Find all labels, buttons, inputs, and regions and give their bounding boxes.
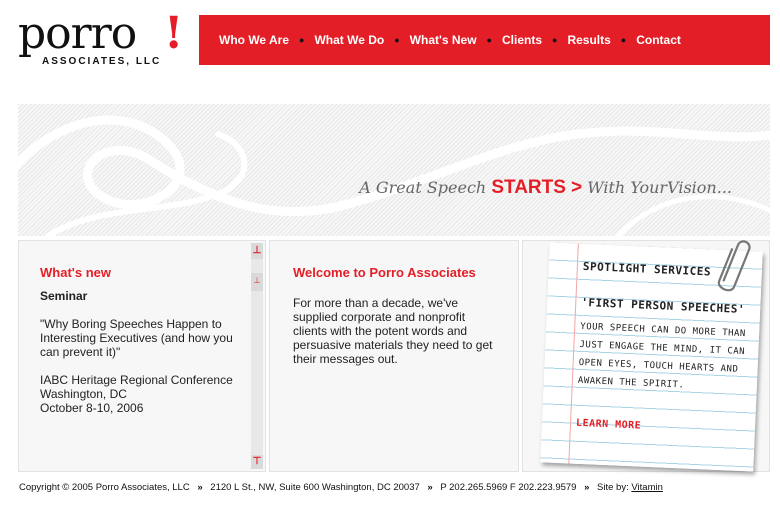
nav-whats-new[interactable]: What's New bbox=[409, 33, 477, 47]
site-footer bbox=[19, 482, 663, 493]
footer-separator: » bbox=[197, 482, 203, 493]
footer-site-by-label: Site by: bbox=[597, 482, 629, 493]
learn-more-link[interactable]: LEARN MORE bbox=[575, 417, 642, 432]
news-dates: October 8-10, 2006 bbox=[40, 401, 144, 415]
notepad-margin-line bbox=[568, 244, 579, 464]
news-event: IABC Heritage Regional Conference bbox=[40, 373, 233, 387]
whats-new-panel bbox=[18, 240, 266, 472]
tagline-arrow-icon: > bbox=[571, 177, 583, 198]
logo-subtitle: ASSOCIATES, LLC bbox=[42, 56, 162, 67]
news-quote: "Why Boring Speeches Happen to Interesting Executives (and how you can prevent it)" bbox=[40, 317, 233, 359]
scroll-thumb[interactable]: ⊥ bbox=[251, 273, 263, 291]
nav-bullet-icon: ● bbox=[299, 35, 305, 45]
footer-vitamin-link[interactable]: Vitamin bbox=[631, 482, 663, 493]
welcome-body: For more than a decade, we've supplied corporate and nonprofit clients with the potent words and persuasive materials they need to get their messages out. bbox=[293, 296, 493, 366]
footer-address: 2120 L St., NW, Suite 600 Washington, DC 20037 bbox=[210, 482, 420, 493]
footer-copyright: Copyright © 2005 Porro Associates, LLC bbox=[19, 482, 190, 493]
spotlight-line-4: AWAKEN THE SPIRIT. bbox=[577, 375, 685, 391]
nav-results[interactable]: Results bbox=[567, 33, 611, 47]
whats-new-title: What's new bbox=[40, 265, 111, 280]
welcome-panel bbox=[269, 240, 519, 472]
spotlight-line-3: OPEN EYES, TOUCH HEARTS AND bbox=[578, 357, 739, 375]
porro-logo[interactable] bbox=[18, 8, 188, 68]
logo-exclamation-mark: ! bbox=[164, 8, 184, 59]
tagline-post: With YourVision... bbox=[587, 178, 732, 197]
nav-bullet-icon: ● bbox=[486, 35, 492, 45]
footer-separator: » bbox=[427, 482, 433, 493]
nav-bullet-icon: ● bbox=[394, 35, 400, 45]
spotlight-line-1: YOUR SPEECH CAN DO MORE THAN bbox=[580, 321, 747, 340]
nav-what-we-do[interactable]: What We Do bbox=[314, 33, 385, 47]
scroll-down-icon[interactable]: ⊤ bbox=[252, 456, 262, 467]
nav-bullet-icon: ● bbox=[552, 35, 558, 45]
whats-new-content bbox=[40, 289, 250, 415]
nav-who-we-are[interactable]: Who We Are bbox=[219, 33, 290, 47]
tagline-pre: A Great Speech bbox=[359, 178, 487, 197]
banner-tagline bbox=[359, 177, 732, 199]
footer-separator: » bbox=[584, 482, 590, 493]
news-label: Seminar bbox=[40, 289, 88, 303]
nav-bullet-icon: ● bbox=[620, 35, 627, 45]
swirl-ornament bbox=[18, 104, 770, 236]
spotlight-title: SPOTLIGHT SERVICES bbox=[582, 259, 712, 279]
hero-banner bbox=[18, 104, 770, 236]
logo-wordmark: porro bbox=[18, 8, 137, 59]
nav-contact[interactable]: Contact bbox=[636, 33, 681, 47]
footer-phone: P 202.265.5969 F 202.223.9579 bbox=[440, 482, 577, 493]
news-location: Washington, DC bbox=[40, 387, 127, 401]
main-nav bbox=[199, 15, 770, 65]
news-event-details bbox=[40, 373, 250, 415]
nav-clients[interactable]: Clients bbox=[501, 33, 542, 47]
welcome-title: Welcome to Porro Associates bbox=[293, 265, 476, 280]
scroll-up-icon[interactable]: ⊥ bbox=[251, 243, 263, 259]
spotlight-subtitle: 'FIRST PERSON SPEECHES' bbox=[581, 295, 746, 317]
tagline-starts: STARTS bbox=[491, 177, 566, 198]
news-scrollbar[interactable] bbox=[251, 243, 263, 469]
spotlight-line-2: JUST ENGAGE THE MIND, IT CAN bbox=[579, 339, 746, 358]
